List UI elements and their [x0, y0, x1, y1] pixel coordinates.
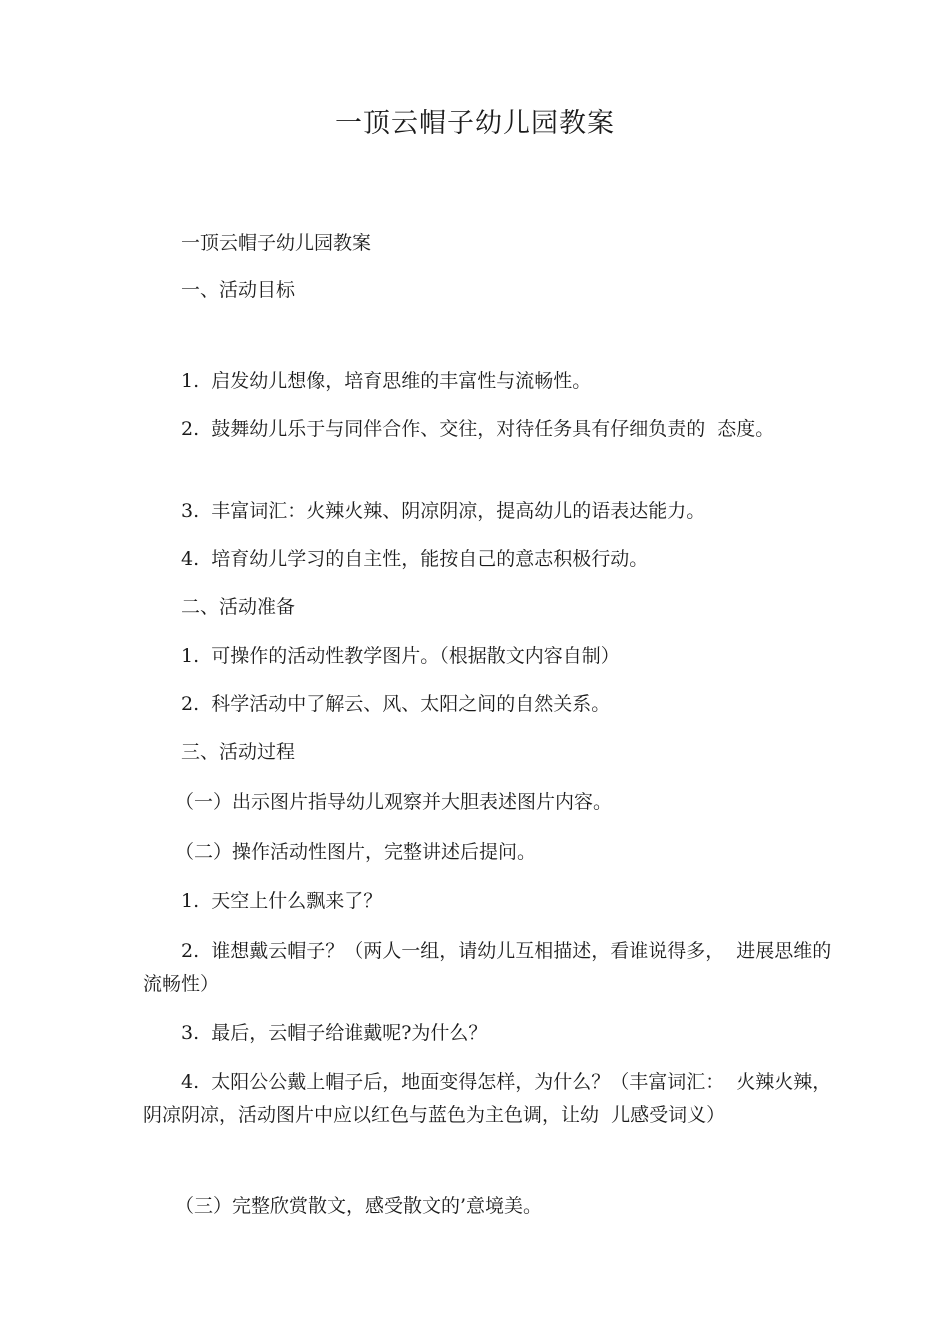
process-step-1: （一）出示图片指导幼儿观察并大胆表述图片内容。: [175, 791, 613, 813]
question-item-4: 4. 太阳公公戴上帽子后，地面变得怎样，为什么？（丰富词汇： 火辣火辣，阴凉阴凉，活动图片中应以红色与蓝色为主色调，让幼 儿感受词义）: [143, 1071, 832, 1126]
paragraph-subtitle: 一顶云帽子幼儿园教案: [181, 232, 372, 254]
process-step-3: （三）完整欣赏散文，感受散文的’意境美。: [175, 1195, 543, 1217]
goal-item-4: 4. 培育幼儿学习的自主性，能按自己的意志积极行动。: [181, 548, 649, 570]
goal-item-1: 1. 启发幼儿想像，培育思维的丰富性与流畅性。: [181, 370, 592, 392]
question-item-3: 3. 最后，云帽子给谁戴呢?为什么？: [181, 1022, 488, 1044]
process-step-2: （二）操作活动性图片，完整讲述后提问。: [175, 841, 537, 863]
preparation-item-2: 2. 科学活动中了解云、风、太阳之间的自然关系。: [181, 693, 611, 715]
heading-activity-goals: 一、活动目标: [181, 279, 296, 301]
heading-activity-process: 三、活动过程: [181, 741, 296, 763]
goal-item-2: 2. 鼓舞幼儿乐于与同伴合作、交往，对待任务具有仔细负责的 态度。: [181, 418, 775, 440]
heading-activity-preparation: 二、活动准备: [181, 596, 296, 618]
question-item-2: 2. 谁想戴云帽子？（两人一组，请幼儿互相描述，看谁说得多， 进展思维的流畅性）: [143, 940, 832, 995]
goal-item-3: 3. 丰富词汇：火辣火辣、阴凉阴凉，提高幼儿的语表达能力。: [181, 500, 706, 522]
preparation-item-1: 1. 可操作的活动性教学图片。（根据散文内容自制）: [181, 645, 620, 667]
document-title: 一顶云帽子幼儿园教案: [335, 108, 615, 139]
question-item-1: 1. 天空上什么飘来了？: [181, 890, 383, 912]
